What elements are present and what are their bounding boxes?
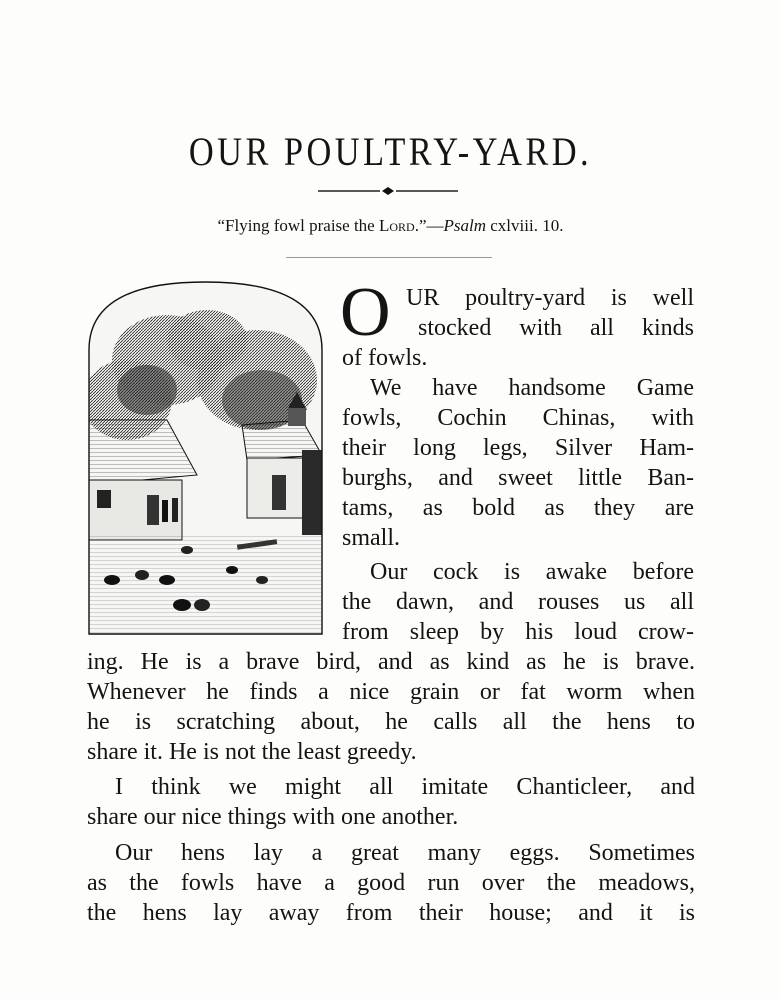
paragraph-1 bbox=[342, 283, 694, 373]
p5-line: Our hens lay a great many eggs. Sometimes bbox=[115, 840, 695, 866]
p2-line: tams, as bold as they are bbox=[342, 495, 694, 521]
p5-line: the hens lay away from their house; and it is bbox=[87, 900, 695, 926]
p2-line: We have handsome Game bbox=[370, 375, 694, 401]
epigraph-quote: “Flying fowl praise the bbox=[217, 216, 379, 235]
section-rule bbox=[286, 257, 492, 258]
p3-line: the dawn, and rouses us all bbox=[342, 589, 694, 615]
p3-line: he is scratching about, he calls all the hens to bbox=[87, 709, 695, 735]
paragraph-5 bbox=[87, 838, 695, 928]
p3-line: Our cock is awake before bbox=[370, 559, 694, 585]
paragraph-3-full bbox=[87, 647, 695, 767]
p1-line: stocked with all kinds bbox=[418, 315, 694, 341]
epigraph-close: .”— bbox=[414, 216, 444, 235]
p3-line: Whenever he finds a nice grain or fat worm when bbox=[87, 679, 695, 705]
p2-line: fowls, Cochin Chinas, with bbox=[342, 405, 694, 431]
drop-cap: O bbox=[340, 274, 391, 351]
p2-line: burghs, and sweet little Ban- bbox=[342, 465, 694, 491]
p4-line: share our nice things with one another. bbox=[87, 804, 459, 830]
p1-line: of fowls. bbox=[342, 345, 428, 371]
p3-line: ing. He is a brave bird, and as kind as he is brave. bbox=[87, 649, 695, 675]
p5-line: as the fowls have a good run over the meadows, bbox=[87, 870, 695, 896]
p2-line: small. bbox=[342, 525, 400, 551]
paragraph-2 bbox=[342, 373, 694, 553]
title-ornament-divider bbox=[318, 186, 458, 196]
p2-line: their long legs, Silver Ham- bbox=[342, 435, 694, 461]
epigraph-psalm: Psalm bbox=[443, 216, 487, 235]
epigraph-lord: Lord bbox=[378, 216, 415, 235]
page-title: OUR POULTRY-YARD. bbox=[188, 129, 593, 174]
epigraph-reference: cxlviii. 10. bbox=[486, 216, 564, 235]
paragraph-3-wrap bbox=[342, 557, 694, 647]
epigraph bbox=[0, 216, 781, 236]
p3-line: share it. He is not the least greedy. bbox=[87, 739, 417, 765]
p1-line: UR poultry-yard is well bbox=[406, 285, 694, 311]
p4-line: I think we might all imitate Chanticleer, and bbox=[115, 774, 695, 800]
paragraph-4 bbox=[87, 772, 695, 832]
p3-line: from sleep by his loud crow- bbox=[342, 619, 694, 645]
engraving-farmyard-icon bbox=[87, 280, 324, 636]
